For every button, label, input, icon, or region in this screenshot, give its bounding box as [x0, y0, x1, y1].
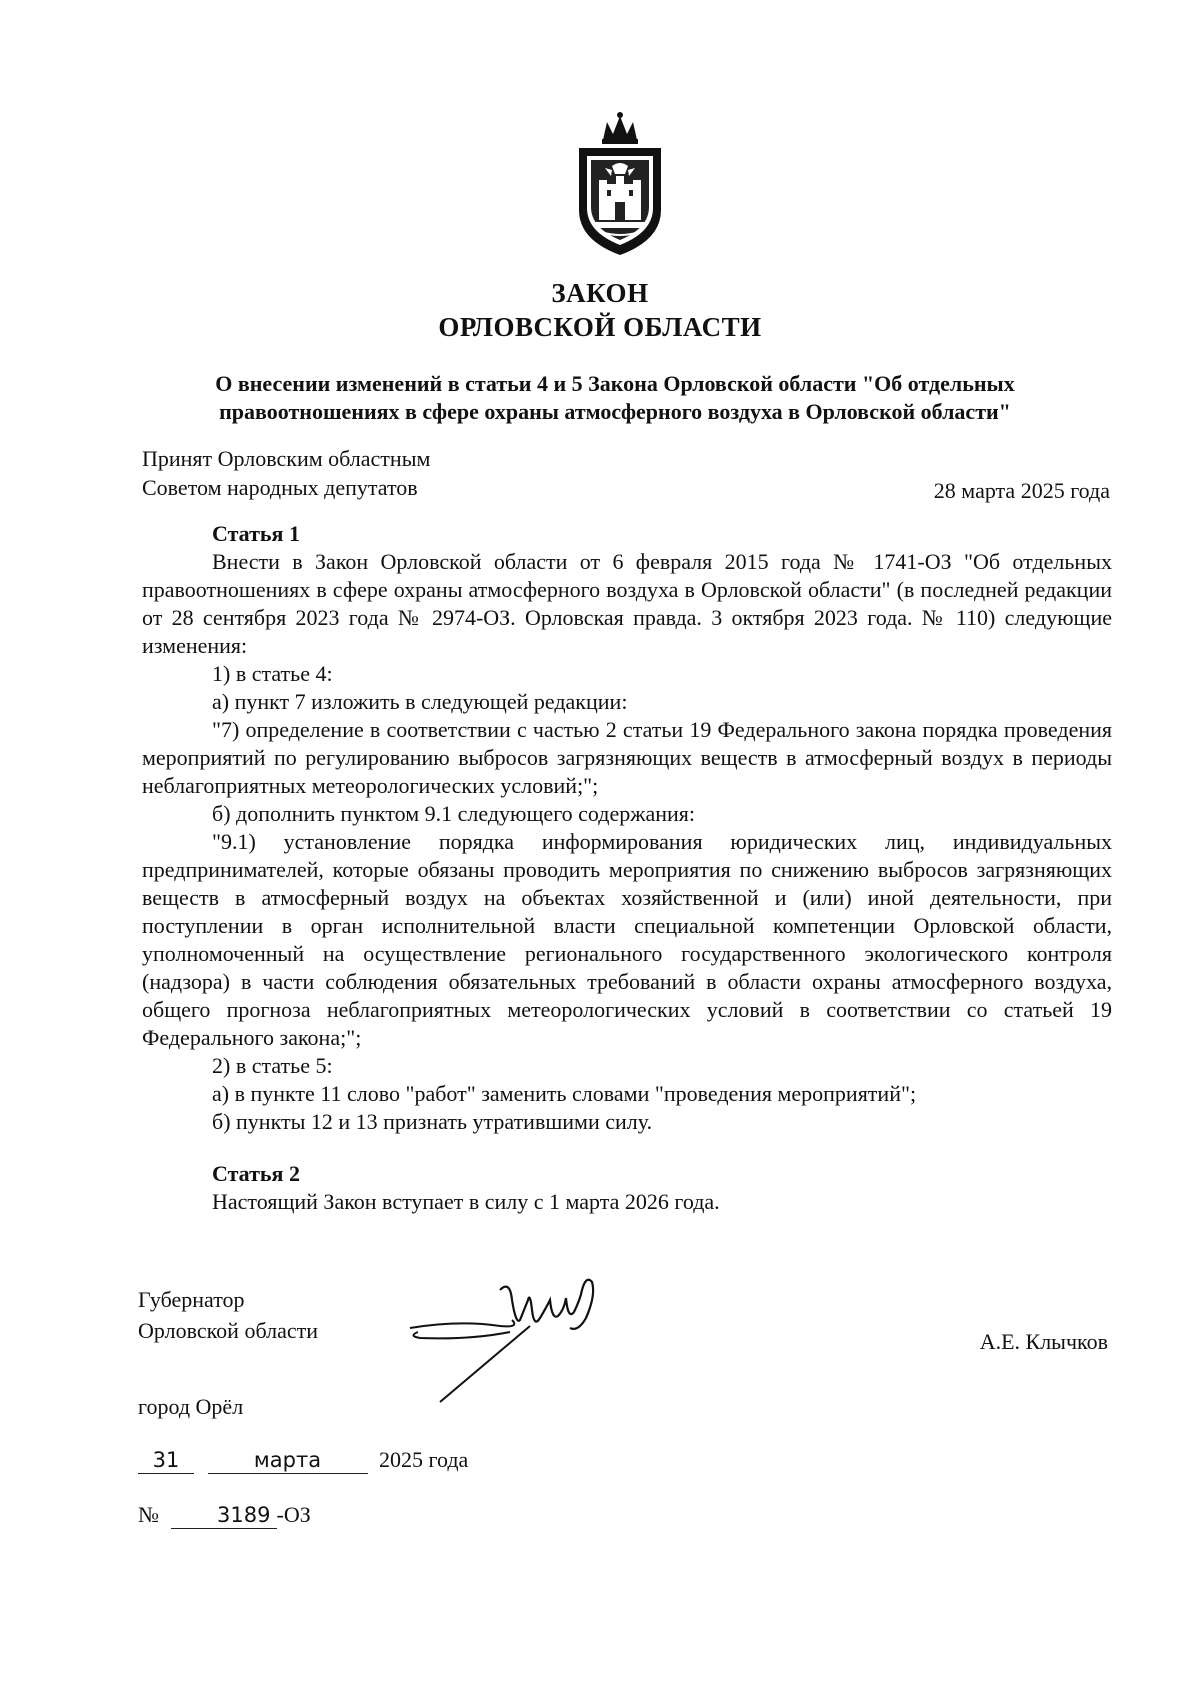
adoption-line1: Принят Орловским областным: [142, 446, 431, 471]
governor-position-line2: Орловской области: [138, 1318, 318, 1343]
signing-day: 31: [138, 1447, 194, 1474]
document-subtitle: О внесении изменений в статьи 4 и 5 Закона Орловской области "Об отдельных правоотношениях в сфере охраны атмосферного воздуха в Орловской области": [215, 371, 1015, 424]
signing-month: марта: [208, 1447, 368, 1474]
city-of-signing: город Орёл: [138, 1394, 244, 1419]
article-2-text: Настоящий Закон вступает в силу с 1 марта 2026 года.: [212, 1189, 720, 1214]
article-1: [142, 520, 1112, 1136]
law-number-prefix: №: [138, 1502, 159, 1527]
law-number: [138, 1500, 311, 1529]
handwritten-signature: [400, 1270, 640, 1410]
article-1-heading: Статья 1: [212, 521, 300, 546]
adoption-body: [142, 444, 430, 502]
article-2: [142, 1160, 1112, 1216]
article-1-paragraph: "9.1) установление порядка информирования юридических лиц, индивидуальных предпринимателей, которые обязаны проводить мероприятия по снижению выбросов загрязняющих веществ в атмосферный воздух на объектах хозяйственной и (или) иной деятельности, при поступлении в орган исполнительной власти специальной компетенции Орловской области, уполномоченный на осуществление регионального государственного экологического контроля (надзора) в части соблюдения обязательных требований в области охраны атмосферного воздуха, общего прогноза неблагоприятных метеорологических условий в соответствии со статьей 19 Федерального закона;";: [142, 829, 1112, 1050]
law-number-suffix: -ОЗ: [276, 1502, 311, 1527]
article-1-paragraph: а) пункт 7 изложить в следующей редакции:: [212, 689, 628, 714]
article-1-paragraph: б) дополнить пунктом 9.1 следующего содержания:: [212, 801, 696, 826]
law-number-value: 3189: [171, 1502, 277, 1529]
article-1-paragraph: 2) в статье 5:: [212, 1053, 333, 1078]
document-title-line1: ЗАКОН: [551, 278, 649, 308]
document-title-line2: ОРЛОВСКОЙ ОБЛАСТИ: [438, 312, 762, 342]
governor-position-line1: Губернатор: [138, 1287, 245, 1312]
coat-of-arms-emblem: [565, 110, 675, 260]
governor-name: А.Е. Клычков: [979, 1329, 1108, 1354]
adoption-line2: Советом народных депутатов: [142, 475, 418, 500]
article-1-paragraph: "7) определение в соответствии с частью 2 статьи 19 Федерального закона порядка проведения мероприятий по регулированию выбросов загрязняющих веществ в атмосферный воздух в периоды неблагоприятных метеорологических условий;";: [142, 717, 1112, 798]
article-1-paragraph: а) в пункте 11 слово "работ" заменить словами "проведения мероприятий";: [212, 1081, 917, 1106]
article-1-paragraph: 1) в статье 4:: [212, 661, 333, 686]
signing-year: 2025 года: [379, 1447, 469, 1472]
article-2-heading: Статья 2: [212, 1161, 300, 1186]
article-1-paragraph: б) пункты 12 и 13 признать утратившими силу.: [212, 1109, 653, 1134]
adoption-date: 28 марта 2025 года: [933, 478, 1110, 503]
article-1-paragraph: Внести в Закон Орловской области от 6 февраля 2015 года № 1741-ОЗ "Об отдельных правоотношениях в сфере охраны атмосферного воздуха в Орловской области" (в последней редакции от 28 сентября 2023 года № 2974-ОЗ. Орловская правда. 3 октября 2023 года. № 110) следующие изменения:: [142, 549, 1112, 658]
governor-position: [138, 1284, 318, 1346]
signing-date: [138, 1445, 468, 1474]
